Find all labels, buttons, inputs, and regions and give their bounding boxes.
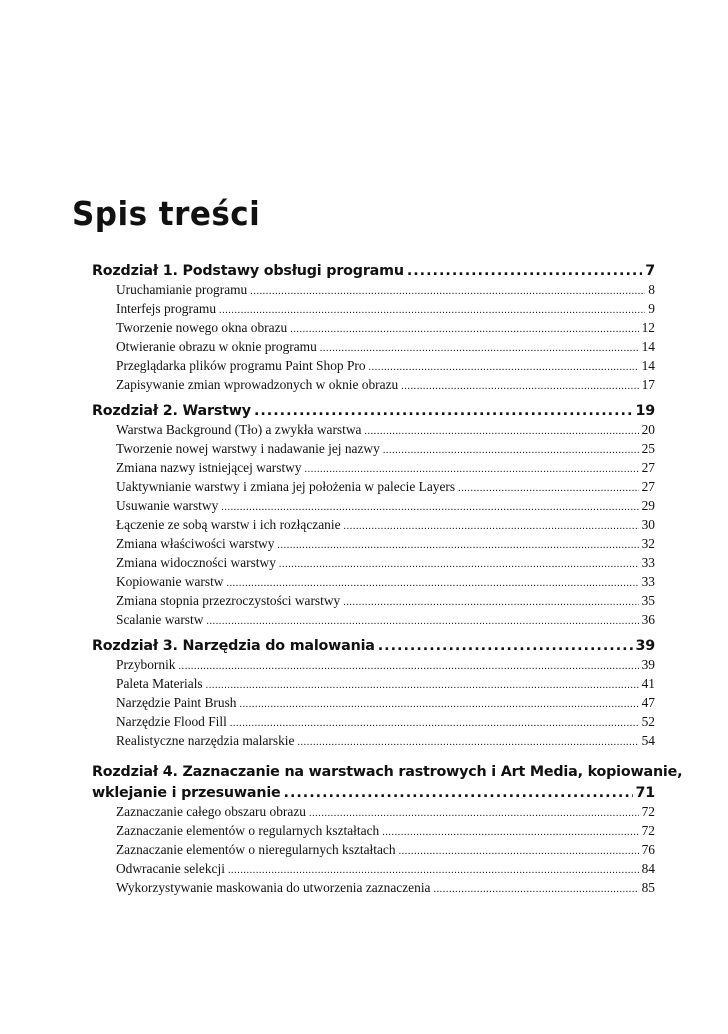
entry-title: Odwracanie selekcji	[116, 861, 225, 876]
entry-page: 14	[641, 339, 655, 354]
entry-title: Wykorzystywanie maskowania do utworzenia zaznaczenia	[116, 880, 431, 895]
entry-page: 8	[648, 282, 655, 297]
leader-dots	[221, 502, 638, 513]
chapter-page: 19	[635, 403, 655, 419]
leader-dots	[382, 827, 638, 838]
entry-title: Uaktywnianie warstwy i zmiana jej położenia w palecie Layers	[116, 479, 456, 494]
entry-title: Zapisywanie zmian wprowadzonych w oknie obrazu	[116, 377, 399, 392]
chapter-page: 71	[635, 785, 655, 801]
entry-page: 14	[641, 358, 655, 373]
leader-dots	[309, 808, 639, 819]
chapter-title-line1: Rozdział 4. Zaznaczanie na warstwach rastrowych i Art Media, kopiowanie,	[92, 764, 683, 780]
entry-title: Przybornik	[116, 657, 176, 672]
entry-title: Zaznaczanie całego obszaru obrazu	[116, 804, 306, 819]
leader-dots	[343, 597, 638, 608]
chapter-heading[interactable]	[92, 396, 655, 422]
leader-dots	[369, 362, 639, 373]
section-list	[92, 804, 655, 899]
entry-page: 29	[641, 498, 655, 513]
chapter-title: wklejanie i przesuwanie	[92, 785, 281, 801]
entry-title: Zaznaczanie elementów o regularnych kształtach	[116, 823, 380, 838]
toc-entry[interactable]	[116, 555, 655, 574]
leader-dots	[179, 661, 639, 672]
chapter-block	[92, 631, 655, 752]
section-list	[92, 282, 655, 396]
leader-dots	[407, 263, 642, 279]
entry-title: Zmiana właściwości warstwy	[116, 536, 275, 551]
leader-dots	[383, 445, 639, 456]
leader-dots	[277, 540, 638, 551]
entry-title: Tworzenie nowego okna obrazu	[116, 320, 288, 335]
chapter-heading[interactable]	[92, 780, 655, 804]
chapter-page: 39	[635, 638, 655, 654]
entry-page: 17	[641, 377, 655, 392]
toc-entry[interactable]	[116, 479, 655, 498]
entry-page: 33	[641, 574, 655, 589]
entry-title: Interfejs programu	[116, 301, 217, 316]
toc-entry[interactable]	[116, 676, 655, 695]
chapter-block	[92, 256, 655, 396]
chapter-heading[interactable]	[92, 631, 655, 657]
toc-entry[interactable]	[116, 733, 655, 752]
chapter-title: Rozdział 2. Warstwy	[92, 403, 251, 419]
table-of-contents	[92, 256, 683, 899]
leader-dots	[230, 718, 639, 729]
toc-entry[interactable]	[116, 460, 655, 479]
entry-title: Kopiowanie warstw	[116, 574, 224, 589]
entry-title: Warstwa Background (Tło) a zwykła warstwa	[116, 422, 362, 437]
entry-title: Tworzenie nowej warstwy i nadawanie jej nazwy	[116, 441, 380, 456]
leader-dots	[401, 381, 638, 392]
toc-entry[interactable]	[116, 441, 655, 460]
leader-dots	[226, 578, 638, 589]
entry-page: 25	[641, 441, 655, 456]
section-list	[92, 422, 655, 631]
page-title: Spis treści	[72, 194, 261, 233]
entry-title: Narzędzie Flood Fill	[116, 714, 227, 729]
entry-title: Realistyczne narzędzia malarskie	[116, 733, 295, 748]
toc-entry[interactable]	[116, 422, 655, 441]
toc-entry[interactable]	[116, 301, 655, 320]
toc-entry[interactable]	[116, 695, 655, 714]
entry-title: Paleta Materials	[116, 676, 203, 691]
toc-entry[interactable]	[116, 823, 655, 842]
leader-dots	[239, 699, 638, 710]
chapter-title: Rozdział 1. Podstawy obsługi programu	[92, 263, 404, 279]
leader-dots	[378, 638, 633, 654]
entry-page: 72	[641, 804, 655, 819]
toc-entry[interactable]	[116, 593, 655, 612]
toc-entry[interactable]	[116, 339, 655, 358]
leader-dots	[458, 483, 639, 494]
entry-title: Narzędzie Paint Brush	[116, 695, 237, 710]
entry-page: 54	[641, 733, 655, 748]
section-list	[92, 657, 655, 752]
toc-entry[interactable]	[116, 880, 655, 899]
chapter-heading[interactable]	[92, 256, 655, 282]
toc-entry[interactable]	[116, 842, 655, 861]
entry-title: Zmiana widoczności warstwy	[116, 555, 276, 570]
entry-page: 76	[641, 842, 655, 857]
toc-entry[interactable]	[116, 574, 655, 593]
toc-entry[interactable]	[116, 517, 655, 536]
toc-entry[interactable]	[116, 358, 655, 377]
entry-title: Uruchamianie programu	[116, 282, 248, 297]
entry-page: 85	[641, 880, 655, 895]
entry-title: Zmiana nazwy istniejącej warstwy	[116, 460, 302, 475]
entry-page: 33	[641, 555, 655, 570]
entry-page: 32	[641, 536, 655, 551]
toc-entry[interactable]	[116, 804, 655, 823]
entry-page: 9	[648, 301, 655, 316]
entry-page: 12	[641, 320, 655, 335]
entry-title: Zmiana stopnia przezroczystości warstwy	[116, 593, 341, 608]
entry-page: 39	[641, 657, 655, 672]
leader-dots	[344, 521, 639, 532]
toc-entry[interactable]	[116, 377, 655, 396]
leader-dots	[297, 737, 638, 748]
toc-entry[interactable]	[116, 536, 655, 555]
toc-entry[interactable]	[116, 320, 655, 339]
entry-title: Łączenie ze sobą warstw i ich rozłączanie	[116, 517, 341, 532]
toc-entry[interactable]	[116, 714, 655, 733]
chapter-block	[92, 396, 655, 631]
leader-dots	[279, 559, 639, 570]
toc-entry[interactable]	[116, 657, 655, 676]
entry-title: Otwieranie obrazu w oknie programu	[116, 339, 317, 354]
entry-page: 35	[641, 593, 655, 608]
entry-title: Przeglądarka plików programu Paint Shop Pro	[116, 358, 366, 373]
entry-title: Scalanie warstw	[116, 612, 204, 627]
chapter-page: 7	[645, 263, 655, 279]
toc-entry[interactable]	[116, 498, 655, 517]
leader-dots	[320, 343, 639, 354]
entry-page: 52	[641, 714, 655, 729]
leader-dots	[290, 324, 638, 335]
entry-page: 72	[641, 823, 655, 838]
leader-dots	[284, 785, 633, 801]
toc-entry[interactable]	[116, 612, 655, 631]
chapter-title: Rozdział 3. Narzędzia do malowania	[92, 638, 375, 654]
leader-dots	[433, 884, 638, 895]
leader-dots	[399, 846, 639, 857]
toc-entry[interactable]	[116, 282, 655, 301]
entry-title: Usuwanie warstwy	[116, 498, 219, 513]
entry-page: 27	[641, 460, 655, 475]
toc-entry[interactable]	[116, 861, 655, 880]
leader-dots	[305, 464, 639, 475]
entry-page: 30	[641, 517, 655, 532]
entry-page: 41	[641, 676, 655, 691]
entry-page: 84	[641, 861, 655, 876]
leader-dots	[228, 865, 639, 876]
leader-dots	[219, 305, 645, 316]
entry-page: 36	[641, 612, 655, 627]
entry-page: 20	[641, 422, 655, 437]
chapter-block	[92, 752, 683, 899]
entry-title: Zaznaczanie elementów o nieregularnych kształtach	[116, 842, 396, 857]
entry-page: 47	[641, 695, 655, 710]
entry-page: 27	[641, 479, 655, 494]
leader-dots	[206, 680, 639, 691]
leader-dots	[254, 403, 633, 419]
leader-dots	[250, 286, 645, 297]
leader-dots	[206, 616, 638, 627]
leader-dots	[364, 426, 638, 437]
